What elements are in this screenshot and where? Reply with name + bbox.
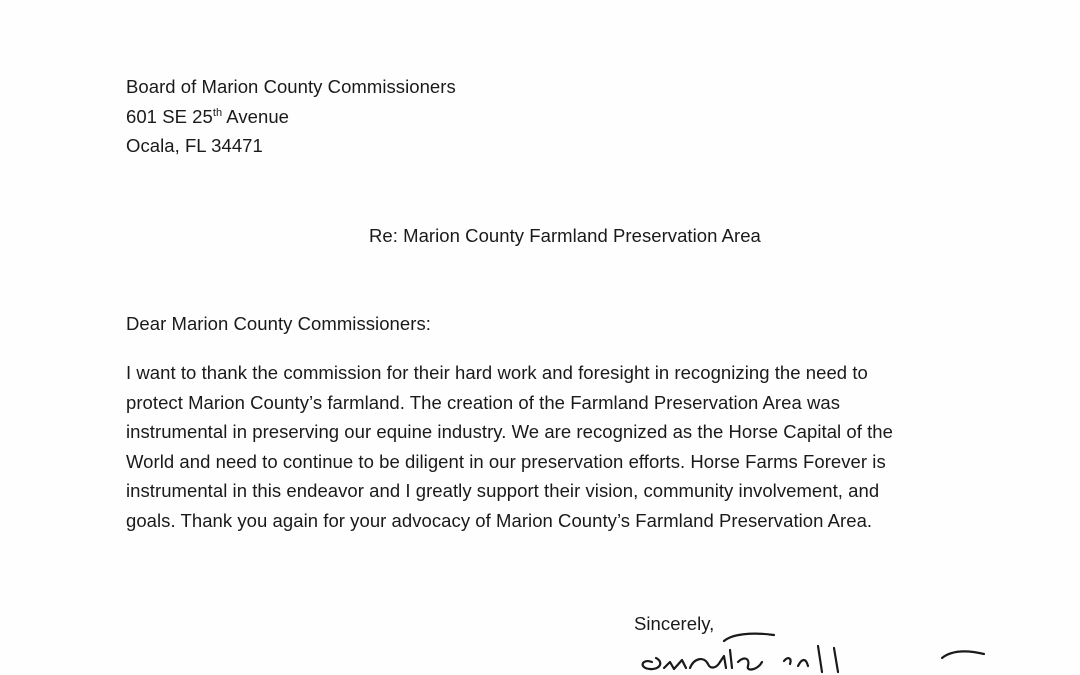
body-line: I want to thank the commission for their hard work and foresight in recognizing the need to [126,362,868,383]
street-number: 601 SE 25 [126,105,213,127]
recipient-address [126,72,456,161]
letter-body [126,358,893,536]
subject-line: Re: Marion County Farmland Preservation Area [369,225,761,246]
street-name: Avenue [222,105,290,127]
body-line: instrumental in preserving our equine industry. We are recognized as the Horse Capital of the [126,421,893,443]
body-line: instrumental in this endeavor and I greatly support their vision, community involvement, and [126,480,880,502]
recipient-street [126,102,456,132]
handwritten-signature [612,628,1012,675]
body-line: World and need to continue to be diligent in our preservation efforts. Horse Farms Forever is [126,450,886,472]
salutation: Dear Marion County Commissioners: [126,313,431,334]
body-line: protect Marion County’s farmland. The creation of the Farmland Preservation Area was [126,391,841,413]
street-ordinal-suffix: th [212,106,223,119]
closing: Sincerely, [634,613,715,634]
body-line: goals. Thank you again for your advocacy of Marion County’s Farmland Preservation Area. [126,509,873,531]
recipient-name: Board of Marion County Commissioners [126,76,456,97]
recipient-city: Ocala, FL 34471 [126,135,263,156]
